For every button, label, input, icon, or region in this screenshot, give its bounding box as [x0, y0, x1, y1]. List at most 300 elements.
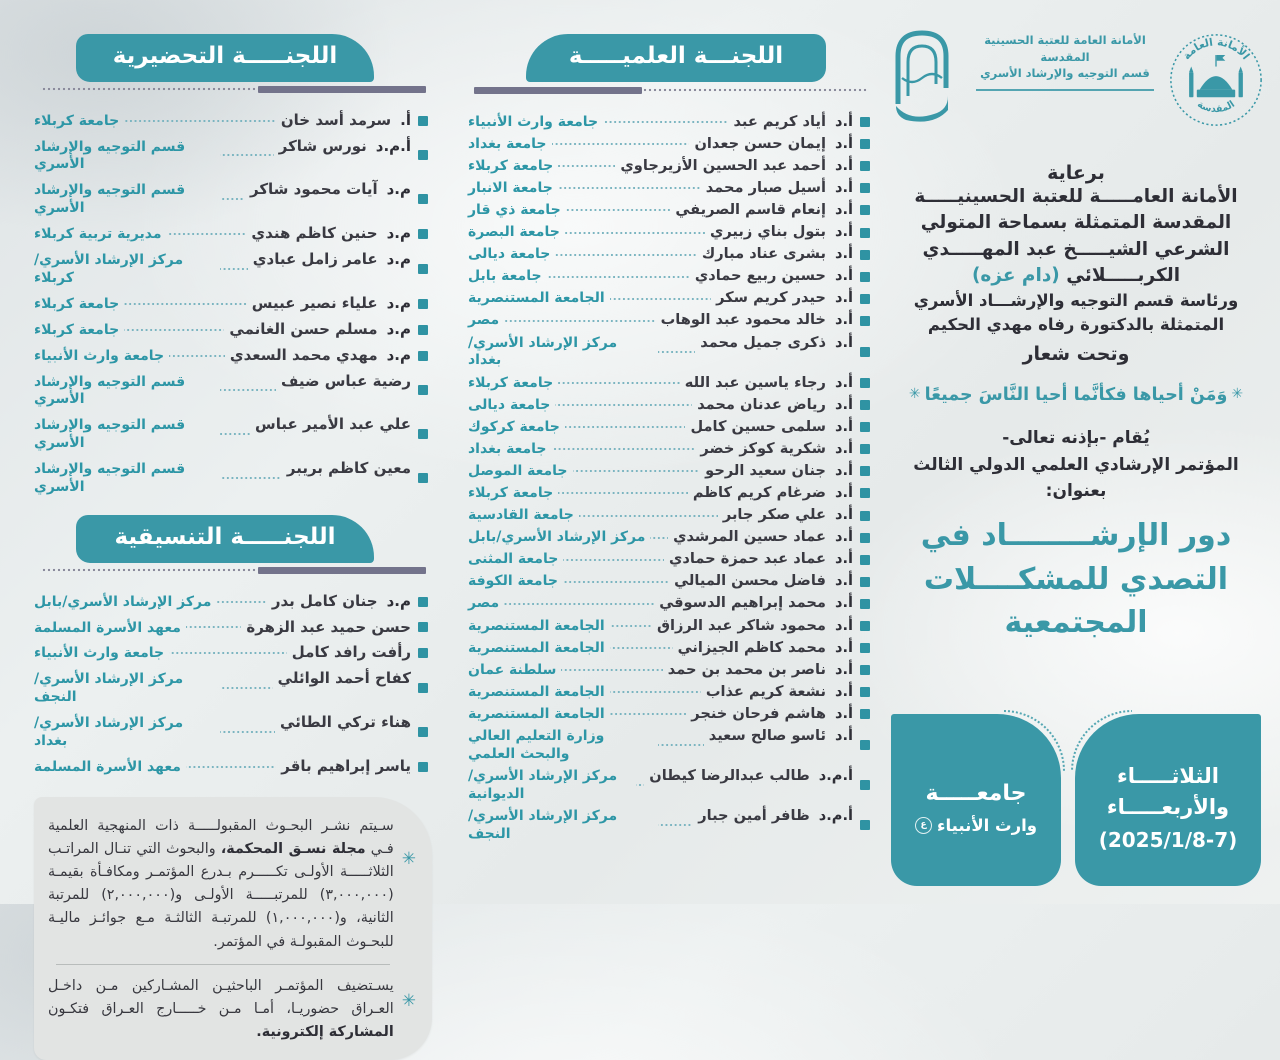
dotted-leader — [603, 120, 728, 124]
bullet-square-icon — [860, 555, 870, 565]
committee-member-row — [468, 506, 870, 525]
bullet-square-icon — [418, 194, 428, 204]
dotted-leader — [563, 580, 669, 584]
bullet-square-icon — [418, 648, 428, 658]
bullet-square-icon — [860, 205, 870, 215]
member-affiliation: الجامعة المستنصرية — [468, 639, 605, 656]
bullet-square-icon — [860, 780, 870, 790]
bullet-square-icon — [860, 294, 870, 304]
tab-decoration — [1197, 714, 1261, 723]
member-affiliation: مصر — [468, 595, 500, 612]
event-day-2: والأربعـــــاء — [1106, 795, 1230, 819]
committee-member-row — [468, 594, 870, 613]
intro-line-1: يُقام -بإذنه تعالى- — [1002, 428, 1150, 449]
member-affiliation: مركز الإرشاد الأسري/بغداد — [34, 715, 184, 750]
member-name: رضية عباس ضيف — [281, 371, 411, 390]
committee-member-row — [34, 137, 428, 175]
bullet-square-icon — [860, 709, 870, 719]
member-affiliation: جامعة الموصل — [468, 462, 568, 479]
member-name: هاشم فرحان خنجر — [691, 704, 826, 722]
member-affiliation: جامعة كربلاء — [34, 321, 120, 338]
dotted-leader — [504, 319, 655, 323]
committee-member-row — [34, 320, 428, 340]
member-degree-prefix: أ.د — [834, 112, 853, 130]
bullet-square-icon — [860, 488, 870, 498]
member-name: حسن حميد عبد الزهرة — [246, 617, 411, 636]
patronage-line: ورئاسة قسم التوجيه والإرشـــاد الأسري — [913, 291, 1239, 311]
member-name: جنان كامل بدر — [271, 591, 378, 610]
committee-member-row — [34, 757, 428, 777]
member-affiliation: الجامعة المستنصرية — [468, 290, 605, 307]
member-name: رجاء ياسين عبد الله — [684, 373, 826, 391]
conference-intro — [888, 425, 1264, 504]
bullet-square-icon — [418, 683, 428, 693]
member-name: إيمان حسن جعدان — [694, 134, 826, 152]
member-affiliation: جامعة البصرة — [468, 224, 560, 241]
member-name: بشرى عناد مبارك — [701, 245, 826, 263]
bullet-square-icon — [418, 385, 428, 395]
member-name: علي صكر جابر — [722, 506, 826, 524]
dotted-leader — [579, 514, 718, 518]
member-affiliation: معهد الأسرة المسلمة — [34, 758, 181, 775]
member-degree-prefix: م.د — [386, 591, 411, 610]
member-name: عماد عبد حمزة حمادي — [668, 550, 826, 568]
underline-dotted-bar — [40, 568, 258, 572]
coordination-members-list — [34, 592, 432, 783]
dotted-leader — [658, 743, 704, 747]
bullet-square-icon — [860, 665, 870, 675]
committee-member-row — [468, 550, 870, 569]
member-degree-prefix: أ.د — [834, 178, 853, 196]
seal-top-text: الأمانة العامة — [1180, 36, 1252, 63]
dotted-leader — [658, 350, 695, 354]
dotted-leader — [124, 119, 276, 123]
committee-member-row — [468, 661, 870, 680]
guidance-arch-logo — [888, 26, 954, 134]
committee-member-row — [468, 311, 870, 330]
member-name: أسيل صبار محمد — [705, 178, 826, 196]
dotted-leader — [561, 668, 662, 672]
member-affiliation: جامعة وارث الأنبياء — [34, 347, 165, 364]
bullet-square-icon — [418, 351, 428, 361]
member-affiliation: مركز الإرشاد الأسري/بابل — [34, 593, 212, 610]
dotted-leader — [610, 690, 701, 694]
committee-member-row — [468, 484, 870, 503]
member-degree-prefix: أ.د — [834, 134, 853, 152]
member-name: نشعة كريم عذاب — [705, 682, 826, 700]
patronage-line: المتمثلة بالدكتورة رفاه مهدي الحكيم — [927, 314, 1225, 334]
member-degree-prefix: أ.د — [834, 704, 853, 722]
committee-member-row — [468, 396, 870, 415]
holy-shrine-seal-logo — [1168, 26, 1264, 138]
hussainiya-calligraphy-logo — [962, 26, 1168, 91]
member-name: هناء تركي الطائي — [280, 713, 411, 732]
bullet-square-icon — [860, 347, 870, 357]
university-name-text: وارث الأنبياء — [937, 816, 1037, 835]
member-affiliation: قسم التوجيه والإرشاد الأسري — [34, 461, 186, 496]
member-name: خالد محمود عبد الوهاب — [660, 311, 826, 329]
member-affiliation: مركز الإرشاد الأسري/الديوانية — [468, 768, 618, 802]
committee-member-row — [468, 528, 870, 547]
member-name: رأفت رافد كامل — [291, 643, 411, 662]
member-name: ئاسو صالح سعيد — [708, 727, 826, 745]
preparatory-committee-header: اللجنـــــة التحضيرية — [76, 34, 374, 82]
member-affiliation: جامعة المثنى — [468, 551, 559, 568]
member-name: عماد حسين المرشدي — [673, 528, 826, 546]
committee-member-row — [468, 179, 870, 198]
member-name: معين كاظم بريبر — [286, 459, 411, 478]
member-degree-prefix: أ.د — [834, 267, 853, 285]
member-name: طالب عبدالرضا كيطان — [649, 767, 810, 785]
member-affiliation: جامعة القادسية — [468, 507, 574, 524]
scientific-members-list — [468, 113, 874, 847]
dotted-leader — [658, 823, 693, 827]
dotted-leader — [552, 447, 696, 451]
member-name: آيات محمود شاكر — [249, 180, 378, 199]
bullet-square-icon — [860, 316, 870, 326]
university-name-line-1: جامعـــــة — [925, 781, 1027, 806]
dotted-leader — [220, 476, 282, 480]
dotted-leader — [558, 186, 701, 190]
bullet-square-icon — [418, 597, 428, 607]
member-degree-prefix: م.د — [386, 319, 411, 338]
member-affiliation: جامعة بغداد — [468, 135, 547, 152]
bullet-square-icon — [418, 325, 428, 335]
calligraphy-underline — [976, 89, 1154, 91]
member-affiliation: جامعة كربلاء — [468, 485, 554, 501]
member-affiliation: قسم التوجيه والإرشاد الأسري — [34, 373, 186, 408]
intro-line-3: بعنوان: — [1045, 481, 1107, 502]
dotted-leader — [220, 388, 276, 392]
committee-member-row — [468, 683, 870, 702]
member-affiliation: سلطنة عمان — [468, 661, 557, 678]
dotted-leader — [169, 651, 287, 655]
tab-decoration — [891, 714, 955, 723]
member-degree-prefix: أ.د — [834, 417, 853, 435]
dotted-leader — [186, 625, 241, 629]
scientific-committee-column — [458, 0, 882, 904]
dotted-leader — [558, 491, 688, 495]
member-affiliation: جامعة بغداد — [468, 440, 547, 457]
dotted-leader — [558, 164, 615, 168]
dotted-leader — [186, 765, 276, 769]
conference-title — [888, 514, 1264, 645]
committee-member-row — [468, 767, 870, 804]
member-degree-prefix: أ.د — [834, 223, 853, 241]
dotted-leader — [565, 231, 705, 235]
dotted-leader — [558, 381, 680, 385]
bullet-square-icon — [418, 229, 428, 239]
member-name: ناصر بن محمد بن حمد — [667, 660, 826, 678]
member-name: بتول بناي زبيري — [709, 223, 826, 241]
committee-member-row — [468, 201, 870, 220]
member-degree-prefix: أ.د — [834, 572, 853, 590]
member-name: شكرية كوكز خضر — [700, 439, 826, 457]
intro-line-2: المؤتمر الإرشادي العلمي الدولي الثالث — [913, 454, 1239, 475]
committee-member-row — [468, 639, 870, 658]
bullet-square-icon — [860, 577, 870, 587]
dotted-leader — [220, 730, 275, 734]
member-affiliation: جامعة وارث الأنبياء — [34, 645, 165, 662]
member-degree-prefix: أ.د — [834, 245, 853, 263]
member-degree-prefix: م.د — [386, 250, 411, 269]
bullet-square-icon — [860, 378, 870, 388]
member-name: أياد كريم عبد — [733, 112, 826, 130]
committee-member-row — [34, 180, 428, 218]
dotted-leader — [610, 297, 711, 301]
committee-member-row — [34, 372, 428, 410]
note-text: يسـتضيف المؤتمـر الباحثيـن المشـاركين مـن داخـل العـراق حضوريـا، أمـا مـن خـــــارج العـراق فتكـون المشاركة إلكترونية. — [48, 977, 394, 1041]
member-name: حسين ربيع حمادي — [694, 267, 826, 285]
member-degree-prefix: أ.د — [834, 682, 853, 700]
member-degree-prefix: أ.د — [834, 311, 853, 329]
member-affiliation: قسم التوجيه والإرشاد الأسري — [34, 417, 186, 452]
event-dates-box — [1075, 714, 1261, 886]
bullet-square-icon — [860, 139, 870, 149]
underline-solid-bar — [258, 567, 426, 574]
bullet-square-icon — [860, 687, 870, 697]
dotted-leader — [563, 558, 664, 562]
bullet-square-icon — [860, 422, 870, 432]
member-affiliation: مركز الإرشاد الأسري/بابل — [468, 529, 646, 546]
member-degree-prefix: أ.م.د — [375, 136, 411, 155]
member-affiliation: مركز الإرشاد الأسري/النجف — [468, 808, 618, 842]
bullet-square-icon — [860, 643, 870, 653]
coordination-committee-header: اللجنـــــة التنسيقية — [76, 515, 374, 563]
verse-text: وَمَنْ أحياها فكأنَّما أحيا النَّاسَ جميعًا — [924, 384, 1228, 405]
member-affiliation: جامعة ديالى — [468, 246, 551, 263]
member-degree-prefix: أ.د — [834, 289, 853, 307]
member-name: مسلم حسن الغانمي — [229, 319, 378, 338]
seal-bottom-text: المقدسة — [1195, 98, 1237, 116]
patronage-line: المقدسة المتمثلة بسماحة المتولي — [920, 212, 1232, 234]
committee-member-row — [468, 289, 870, 308]
host-university-box — [891, 714, 1061, 886]
member-affiliation: جامعة بابل — [468, 268, 542, 285]
committee-member-row — [34, 713, 428, 751]
committee-member-row — [468, 113, 870, 132]
member-affiliation: مركز الإرشاد الأسري/كربلاء — [34, 252, 184, 286]
member-name: محمود شاكر عبد الرزاق — [656, 616, 826, 634]
dotted-leader — [555, 253, 696, 257]
member-degree-prefix: أ.د — [834, 333, 853, 351]
member-affiliation: جامعة الكوفة — [468, 573, 558, 590]
bullet-square-icon — [860, 599, 870, 609]
dotted-leader — [220, 686, 272, 690]
ornament-icon: ✳ — [401, 848, 416, 869]
dotted-leader — [565, 425, 686, 429]
committee-member-row — [34, 459, 428, 497]
header-underline — [40, 567, 426, 574]
member-degree-prefix: أ.د — [834, 594, 853, 612]
calligraphy-line-1: الأمانة العامة للعتبة الحسينية المقدسة — [984, 33, 1146, 64]
dotted-leader — [566, 208, 671, 212]
member-name: رياض عدنان محمد — [697, 395, 826, 413]
bullet-square-icon — [860, 511, 870, 521]
underline-solid-bar — [258, 86, 426, 93]
member-degree-prefix: أ.د — [834, 550, 853, 568]
committee-member-row — [34, 592, 428, 612]
bullet-square-icon — [860, 161, 870, 171]
underline-solid-bar — [474, 87, 642, 94]
committee-member-row — [468, 807, 870, 844]
bullet-square-icon — [860, 820, 870, 830]
member-affiliation: قسم التوجيه والإرشاد الأسري — [34, 138, 186, 173]
event-date-numbers: (2025/1/8-7) — [1098, 827, 1238, 852]
preparatory-members-list — [34, 111, 432, 503]
bullet-square-icon — [860, 250, 870, 260]
member-name: علي عبد الأمير عباس — [255, 415, 411, 434]
member-affiliation: جامعة كربلاء — [34, 112, 120, 129]
member-name: علياء نصير عبيس — [251, 293, 378, 312]
member-name: نورس شاكر — [278, 136, 367, 155]
bullet-square-icon — [860, 533, 870, 543]
member-name: جنان سعيد الرحو — [705, 461, 826, 479]
committee-member-row — [468, 135, 870, 154]
bullet-square-icon — [418, 429, 428, 439]
member-degree-prefix: أ.د — [834, 528, 853, 546]
member-degree-prefix: م.د — [386, 345, 411, 364]
member-name: ذكرى جميل محمد — [700, 333, 826, 351]
member-affiliation: جامعة ديالى — [468, 396, 551, 413]
dotted-leader — [636, 783, 644, 787]
member-degree-prefix: أ.د — [834, 373, 853, 391]
member-degree-prefix: أ.د — [834, 439, 853, 457]
bullet-square-icon — [860, 228, 870, 238]
member-name: حيدر كريم سكر — [716, 289, 826, 307]
member-name: فاضل محسن الميالي — [674, 572, 826, 590]
member-degree-prefix: أ.د — [834, 660, 853, 678]
ornament-icon: ✳ — [401, 990, 416, 1011]
bullet-square-icon — [860, 740, 870, 750]
header-underline — [474, 86, 868, 95]
slogan-label: وتحت شعار — [1022, 342, 1130, 365]
member-degree-prefix: أ.د — [834, 616, 853, 634]
committee-member-row — [34, 346, 428, 366]
patronage-line: الشرعي الشيـــــخ عبد المهـــــدي — [922, 238, 1230, 260]
bullet-square-icon — [860, 444, 870, 454]
member-degree-prefix: أ.م.د — [818, 767, 853, 785]
bullet-square-icon — [860, 272, 870, 282]
dotted-leader — [555, 403, 692, 407]
member-affiliation: جامعة كربلاء — [468, 157, 554, 174]
title-line-1: دور الإرشــــــــاد في — [920, 518, 1232, 554]
dotted-leader — [610, 624, 652, 628]
committee-member-row — [468, 617, 870, 636]
member-degree-prefix: م.د — [386, 293, 411, 312]
dotted-leader — [220, 267, 248, 271]
patronage-line: الأمانة العامـــــة للعتبة الحسينيـــــة — [914, 186, 1238, 207]
member-degree-prefix: أ.د — [834, 727, 853, 745]
note-item — [48, 815, 416, 954]
dotted-leader — [573, 469, 701, 473]
dotted-leader — [610, 712, 687, 716]
committee-member-row — [34, 618, 428, 638]
dotted-leader — [610, 646, 673, 650]
patronage-line — [888, 263, 1264, 289]
dotted-leader — [504, 602, 654, 606]
member-name: مهدي محمد السعدي — [229, 345, 378, 364]
title-line-3: المجتمعية — [1004, 605, 1148, 641]
bullet-square-icon — [418, 116, 428, 126]
member-degree-prefix: م.د — [386, 224, 411, 243]
bullet-square-icon — [860, 466, 870, 476]
sheikh-name: الكربـــــلائي — [1066, 264, 1181, 286]
member-name: ظافر أمين جبار — [698, 807, 810, 825]
patronage-column — [882, 0, 1280, 904]
member-affiliation: مديرية تربية كربلاء — [34, 226, 162, 243]
member-name: إنعام قاسم الصريفي — [675, 200, 826, 218]
event-day-1: الثلاثـــــاء — [1117, 763, 1219, 788]
member-affiliation: قسم التوجيه والإرشاد الأسري — [34, 182, 186, 217]
underline-dotted-bar — [642, 88, 868, 92]
member-affiliation: معهد الأسرة المسلمة — [34, 619, 181, 636]
member-name: سرمد أسد خان — [280, 110, 392, 129]
committee-member-row — [468, 223, 870, 242]
ornament-icon: ✳ — [908, 386, 921, 403]
member-degree-prefix: أ.د — [834, 506, 853, 524]
committee-member-row — [34, 294, 428, 314]
dotted-arc-decoration — [943, 710, 1065, 832]
bullet-square-icon — [860, 117, 870, 127]
committee-member-row — [468, 727, 870, 764]
member-degree-prefix: أ. — [400, 110, 411, 129]
scientific-committee-header: اللجنـــة العلميـــــة — [526, 34, 826, 82]
member-degree-prefix: أ.م.د — [818, 807, 853, 825]
member-affiliation: جامعة كربلاء — [34, 295, 120, 312]
ornament-icon: ✳ — [1231, 386, 1244, 403]
member-affiliation: وزارة التعليم العالي والبحث العلمي — [468, 728, 605, 762]
dotted-leader — [547, 275, 690, 279]
member-affiliation: مركز الإرشاد الأسري/ بغداد — [468, 334, 618, 369]
member-name: محمد إبراهيم الدسوقي — [659, 594, 826, 612]
member-affiliation: جامعة ذي قار — [468, 201, 561, 218]
committee-member-row — [468, 334, 870, 371]
underline-dotted-bar — [40, 87, 258, 91]
bullet-square-icon — [860, 400, 870, 410]
member-degree-prefix: أ.د — [834, 200, 853, 218]
member-name: محمد كاظم الجيزاني — [677, 638, 826, 656]
university-name-line-2 — [891, 816, 1061, 835]
committee-member-row — [468, 572, 870, 591]
member-affiliation: جامعة كربلاء — [468, 374, 554, 391]
committee-member-row — [468, 462, 870, 481]
member-affiliation: جامعة الانبار — [468, 179, 553, 196]
dotted-leader — [124, 328, 224, 332]
bullet-square-icon — [418, 299, 428, 309]
committee-member-row — [34, 111, 428, 131]
member-name: ياسر إبراهيم باقر — [281, 756, 411, 775]
dotted-leader — [167, 232, 247, 236]
bullet-square-icon — [860, 621, 870, 631]
calligraphy-line-2: قسم التوجيه والإرشاد الأسري — [980, 66, 1150, 81]
dotted-leader — [220, 197, 245, 201]
bullet-square-icon — [418, 264, 428, 274]
dotted-leader — [650, 536, 668, 540]
peace-be-upon-them-icon: ع — [915, 817, 932, 834]
member-affiliation: الجامعة المستنصرية — [468, 705, 605, 722]
bullet-square-icon — [860, 183, 870, 193]
quranic-verse — [890, 383, 1262, 408]
member-name: كفاح أحمد الوائلي — [277, 669, 411, 688]
committee-member-row — [468, 705, 870, 724]
dotted-leader — [124, 302, 247, 306]
committees-column — [0, 0, 458, 1041]
dotted-leader — [220, 153, 274, 157]
committee-member-row — [468, 157, 870, 176]
bullet-square-icon — [418, 622, 428, 632]
member-degree-prefix: أ.د — [834, 395, 853, 413]
